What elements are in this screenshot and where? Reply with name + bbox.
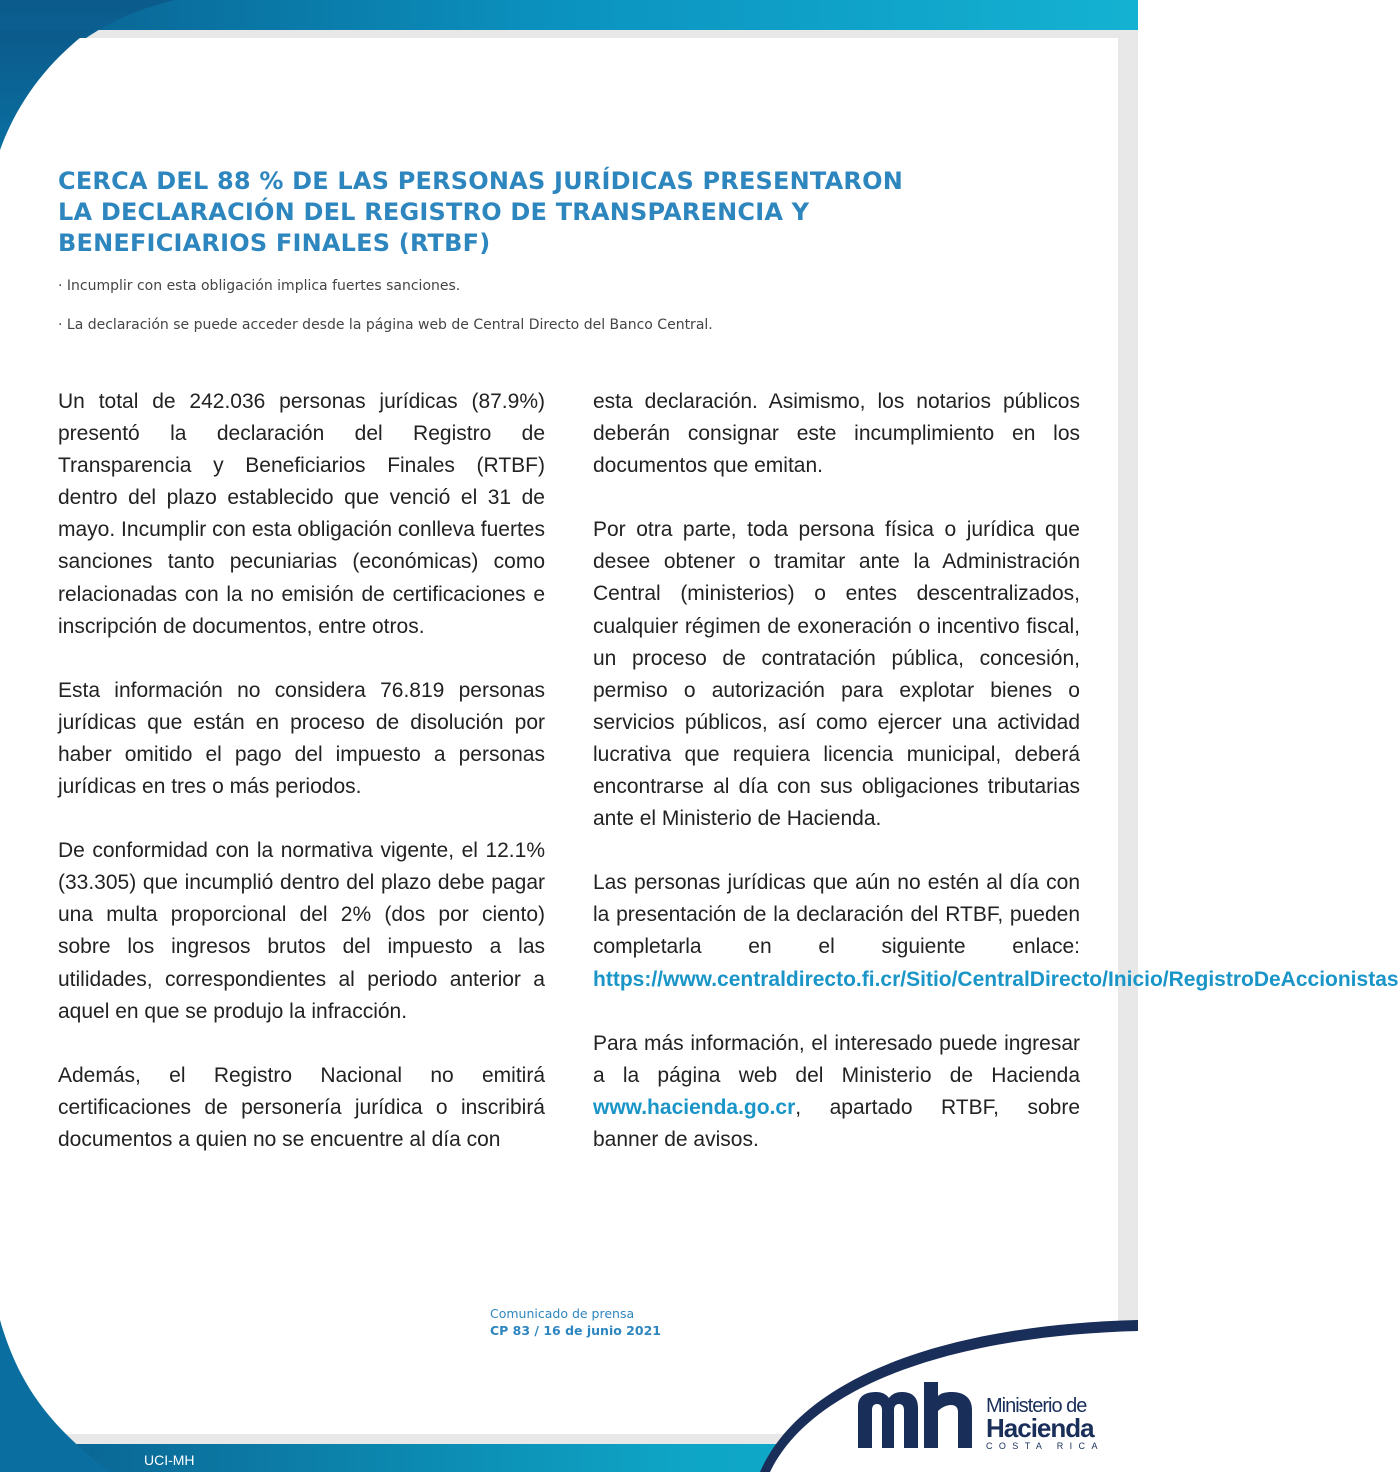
link-paragraph-text: Las personas jurídicas que aún no estén al día con la presentación de la declaración del RTBF, pueden completarla en el siguiente enlace: (593, 871, 1080, 959)
press-release-ref: CP 83 / 16 de junio 2021 (490, 1323, 661, 1338)
left-column (58, 386, 545, 1188)
info-text-after: , apartado RTBF, sobre banner de avisos. (593, 1095, 1080, 1151)
link-paragraph (593, 867, 1399, 995)
mh-monogram-icon (856, 1380, 980, 1452)
title-line: LA DECLARACIÓN DEL REGISTRO DE TRANSPARENCIA Y (58, 198, 810, 226)
body-paragraph: De conformidad con la normativa vigente, el 12.1% (33.305) que incumplió dentro del plazo debe pagar una multa proporcional del 2% (dos por ciento) sobre los ingresos brutos del impuesto a las utilidades, correspondientes al periodo anterior a aquel en que se produjo la infracción. (58, 839, 545, 1023)
unit-label: UCI-MH (144, 1452, 195, 1468)
title-line: BENEFICIARIOS FINALES (RTBF) (58, 229, 491, 257)
right-column (593, 386, 1399, 1188)
info-text-before: Para más información, el interesado puede ingresar a la página web del Ministerio de Hacienda (593, 1031, 1080, 1087)
hacienda-link[interactable]: www.hacienda.go.cr (593, 1095, 796, 1119)
logo-line-ministerio: Ministerio de (986, 1395, 1087, 1417)
central-directo-link[interactable]: https://www.centraldirecto.fi.cr/Sitio/CentralDirecto/Inicio/RegistroDeAccionistas (593, 967, 1399, 991)
press-release-label: Comunicado de prensa (490, 1306, 635, 1321)
summary-bullet: · Incumplir con esta obligación implica fuertes sanciones. (58, 278, 461, 294)
logo-line-hacienda: Hacienda (986, 1413, 1094, 1443)
logo-line-country: COSTA RICA (986, 1441, 1104, 1451)
press-release-footer (490, 1305, 661, 1339)
logo-wordmark (986, 1396, 1104, 1452)
body-paragraph: Un total de 242.036 personas jurídicas (87.9%) presentó la declaración del Registro de Transparencia y Beneficiarios Finales (RTBF) dentro del plazo establecido que venció el 31 de mayo. Incumplir con esta obligación conlleva fuertes sanciones tanto pecuniarias (económicas) como relacionadas con la no emisión de certificaciones e inscripción de documentos, entre otros. (58, 390, 545, 638)
body-paragraph: Esta información no considera 76.819 personas jurídicas que están en proceso de disolución por haber omitido el pago del impuesto a personas jurídicas en tres o más periodos. (58, 678, 545, 799)
body-paragraph: esta declaración. Asimismo, los notarios públicos deberán consignar este incumplimiento en los documentos que emitan. (593, 390, 1080, 478)
hacienda-logo (856, 1376, 1106, 1456)
page-title (58, 166, 958, 259)
body-paragraph: Además, el Registro Nacional no emitirá certificaciones de personería jurídica o inscribirá documentos a quien no se encuentre al día con (58, 1063, 545, 1151)
info-paragraph (593, 1028, 1080, 1156)
top-banner (0, 0, 1138, 30)
body-paragraph: Por otra parte, toda persona física o jurídica que desee obtener o tramitar ante la Administración Central (ministerios) o entes descentralizados, cualquier régimen de exoneración o incentivo fiscal, un proceso de contratación pública, concesión, permiso o autorización para explotar bienes o servicios públicos, así como ejercer una actividad lucrativa que requiera licencia municipal, deberá encontrarse al día con sus obligaciones tributarias ante el Ministerio de Hacienda. (593, 518, 1080, 831)
summary-bullet: · La declaración se puede acceder desde la página web de Central Directo del Banco Central. (58, 317, 713, 333)
title-line: CERCA DEL 88 % DE LAS PERSONAS JURÍDICAS PRESENTARON (58, 167, 903, 195)
